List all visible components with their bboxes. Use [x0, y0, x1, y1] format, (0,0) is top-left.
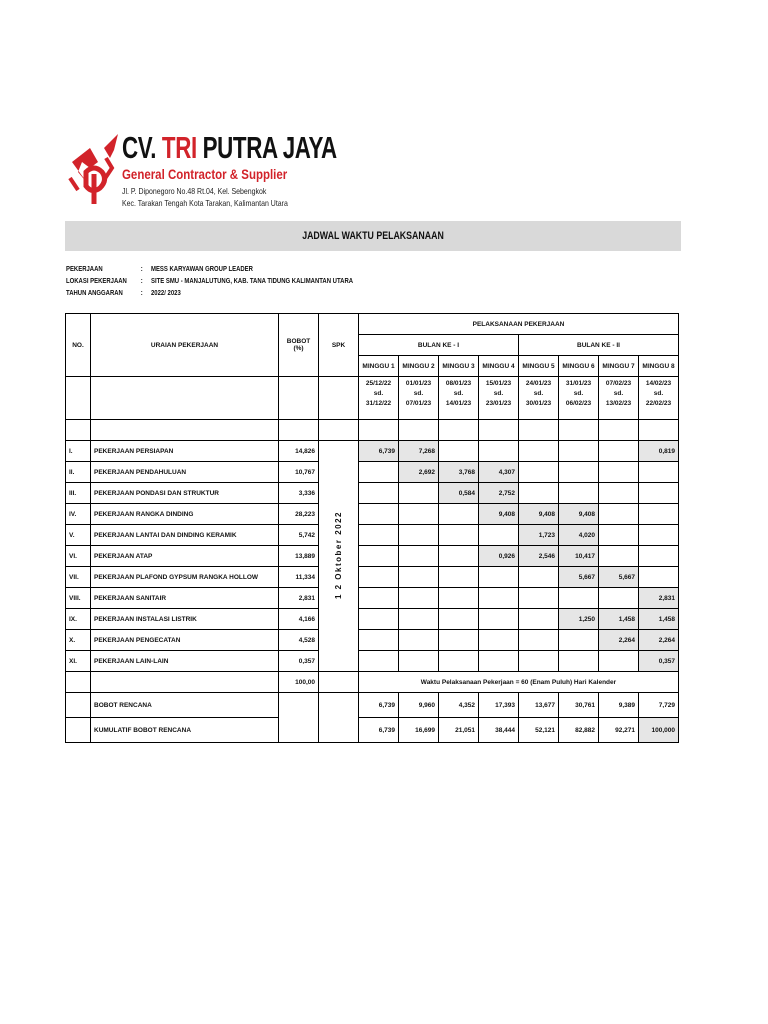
kumulatif-row-label: KUMULATIF BOBOT RENCANA: [91, 718, 279, 743]
week-value: 1,458: [599, 609, 639, 630]
week-value: 1,458: [639, 609, 679, 630]
row-number: III.: [66, 483, 91, 504]
week-value: [439, 588, 479, 609]
summary-value: 17,393: [479, 693, 519, 718]
week-value: [399, 525, 439, 546]
week-date-range: 24/01/23 sd. 30/01/23: [519, 377, 559, 420]
week-value: [639, 483, 679, 504]
week-value: [439, 441, 479, 462]
summary-value: 21,051: [439, 718, 479, 743]
week-value: [599, 525, 639, 546]
week-header: MINGGU 6: [559, 356, 599, 377]
row-bobot: 14,826: [279, 441, 319, 462]
week-header: MINGGU 1: [359, 356, 399, 377]
info-pekerjaan: PEKERJAAN : MESS KARYAWAN GROUP LEADER: [66, 266, 253, 273]
row-bobot: 4,166: [279, 609, 319, 630]
row-bobot: 11,334: [279, 567, 319, 588]
week-value: [479, 567, 519, 588]
week-value: 2,264: [599, 630, 639, 651]
schedule-table: [65, 313, 679, 743]
week-value: 2,546: [519, 546, 559, 567]
row-work-item: PEKERJAAN PERSIAPAN: [91, 441, 279, 462]
header-spk: SPK: [319, 314, 359, 377]
row-work-item: PEKERJAAN INSTALASI LISTRIK: [91, 609, 279, 630]
row-bobot: 0,357: [279, 651, 319, 672]
week-value: [399, 609, 439, 630]
week-value: 1,250: [559, 609, 599, 630]
week-value: [439, 567, 479, 588]
week-value: [519, 630, 559, 651]
week-value: [359, 525, 399, 546]
week-value: [559, 462, 599, 483]
week-value: 10,417: [559, 546, 599, 567]
week-value: [399, 504, 439, 525]
week-date-range: 08/01/23 sd. 14/01/23: [439, 377, 479, 420]
row-number: X.: [66, 630, 91, 651]
week-value: [519, 483, 559, 504]
week-value: [399, 651, 439, 672]
row-work-item: PEKERJAAN ATAP: [91, 546, 279, 567]
week-value: [519, 609, 559, 630]
week-value: 6,739: [359, 441, 399, 462]
table-row: [66, 588, 679, 609]
total-bobot: 100,00: [279, 672, 319, 693]
week-value: [639, 546, 679, 567]
row-bobot: 5,742: [279, 525, 319, 546]
week-value: [439, 609, 479, 630]
table-row: [66, 525, 679, 546]
week-value: [639, 525, 679, 546]
row-work-item: PEKERJAAN LAIN-LAIN: [91, 651, 279, 672]
week-value: 2,264: [639, 630, 679, 651]
summary-value: 6,739: [359, 718, 399, 743]
header-no: NO.: [66, 314, 91, 377]
week-value: 4,307: [479, 462, 519, 483]
row-number: II.: [66, 462, 91, 483]
week-date-range: 07/02/23 sd. 13/02/23: [599, 377, 639, 420]
week-value: [439, 630, 479, 651]
week-value: 0,584: [439, 483, 479, 504]
week-value: [599, 441, 639, 462]
week-value: [359, 504, 399, 525]
week-header: MINGGU 5: [519, 356, 559, 377]
company-name: CV. TRI PUTRA JAYA: [122, 130, 337, 165]
summary-value: 100,000: [639, 718, 679, 743]
week-value: 1,723: [519, 525, 559, 546]
week-value: [479, 609, 519, 630]
row-number: VI.: [66, 546, 91, 567]
row-work-item: PEKERJAAN PENGECATAN: [91, 630, 279, 651]
week-value: [359, 588, 399, 609]
week-date-range: 31/01/23 sd. 06/02/23: [559, 377, 599, 420]
week-value: 7,268: [399, 441, 439, 462]
table-row: [66, 609, 679, 630]
week-value: [399, 483, 439, 504]
week-date-range: 14/02/23 sd. 22/02/23: [639, 377, 679, 420]
week-value: 2,692: [399, 462, 439, 483]
info-lokasi: LOKASI PEKERJAAN : SITE SMU - MANJALUTUNG, KAB. TANA TIDUNG KALIMANTAN UTARA: [66, 278, 354, 285]
week-value: [479, 441, 519, 462]
week-date-range: 01/01/23 sd. 07/01/23: [399, 377, 439, 420]
row-work-item: PEKERJAAN PENDAHULUAN: [91, 462, 279, 483]
header-bobot: BOBOT (%): [279, 314, 319, 377]
row-number: XI.: [66, 651, 91, 672]
summary-value: 9,389: [599, 693, 639, 718]
summary-value: 52,121: [519, 718, 559, 743]
table-row: [66, 441, 679, 462]
week-value: 5,667: [559, 567, 599, 588]
table-row: [66, 630, 679, 651]
week-value: [519, 462, 559, 483]
bobot-rencana-row-label: BOBOT RENCANA: [91, 693, 279, 718]
row-number: I.: [66, 441, 91, 462]
header-bulan-2: BULAN KE - II: [519, 335, 679, 356]
row-bobot: 4,528: [279, 630, 319, 651]
row-work-item: PEKERJAAN RANGKA DINDING: [91, 504, 279, 525]
week-value: [479, 525, 519, 546]
week-value: [559, 483, 599, 504]
spk-date: 1 2 Oktober 2022: [334, 510, 343, 600]
row-number: V.: [66, 525, 91, 546]
week-value: [399, 567, 439, 588]
spk-date-cell: [319, 441, 359, 672]
week-value: [559, 630, 599, 651]
week-value: [359, 630, 399, 651]
week-value: [559, 588, 599, 609]
week-value: [639, 462, 679, 483]
row-work-item: PEKERJAAN SANITAIR: [91, 588, 279, 609]
week-header: MINGGU 3: [439, 356, 479, 377]
week-value: 0,926: [479, 546, 519, 567]
week-value: [399, 630, 439, 651]
row-bobot: 28,223: [279, 504, 319, 525]
row-number: VII.: [66, 567, 91, 588]
summary-value: 9,960: [399, 693, 439, 718]
week-value: [639, 567, 679, 588]
summary-value: 4,352: [439, 693, 479, 718]
summary-value: 30,761: [559, 693, 599, 718]
row-bobot: 10,767: [279, 462, 319, 483]
week-value: [599, 651, 639, 672]
summary-value: 16,699: [399, 718, 439, 743]
week-value: [479, 630, 519, 651]
row-bobot: 13,889: [279, 546, 319, 567]
table-row: [66, 504, 679, 525]
week-value: [439, 546, 479, 567]
summary-value: 13,677: [519, 693, 559, 718]
week-value: [359, 609, 399, 630]
company-header: [68, 128, 337, 214]
company-subtitle: General Contractor & Supplier: [122, 166, 288, 182]
week-value: [559, 441, 599, 462]
week-value: 5,667: [599, 567, 639, 588]
week-value: [559, 651, 599, 672]
week-value: [359, 651, 399, 672]
week-date-range: 25/12/22 sd. 31/12/22: [359, 377, 399, 420]
kumulatif-row: [66, 718, 679, 743]
table-row: [66, 567, 679, 588]
week-value: [599, 483, 639, 504]
week-date-range: 15/01/23 sd. 23/01/23: [479, 377, 519, 420]
company-address-line2: Kec. Tarakan Tengah Kota Tarakan, Kalimantan Utara: [122, 198, 288, 208]
company-address-line1: Jl. P. Diponegoro No.48 Rt.04, Kel. Sebengkok: [122, 186, 267, 196]
row-bobot: 3,336: [279, 483, 319, 504]
week-value: 0,819: [639, 441, 679, 462]
table-row: [66, 546, 679, 567]
summary-value: 38,444: [479, 718, 519, 743]
week-header: MINGGU 2: [399, 356, 439, 377]
week-value: 9,408: [479, 504, 519, 525]
row-bobot: 2,831: [279, 588, 319, 609]
row-work-item: PEKERJAAN PONDASI DAN STRUKTUR: [91, 483, 279, 504]
table-row: [66, 651, 679, 672]
summary-value: 92,271: [599, 718, 639, 743]
table-row: [66, 483, 679, 504]
company-logo-icon: [68, 128, 120, 210]
row-work-item: PEKERJAAN LANTAI DAN DINDING KERAMIK: [91, 525, 279, 546]
week-value: [399, 546, 439, 567]
week-value: 9,408: [559, 504, 599, 525]
week-value: [599, 546, 639, 567]
row-number: IV.: [66, 504, 91, 525]
title-band: [65, 221, 681, 251]
info-tahun: TAHUN ANGGARAN : 2022/ 2023: [66, 290, 181, 297]
row-number: IX.: [66, 609, 91, 630]
week-header: MINGGU 8: [639, 356, 679, 377]
header-pelaksanaan: PELAKSANAAN PEKERJAAN: [359, 314, 679, 335]
table-row: [66, 462, 679, 483]
week-value: [439, 651, 479, 672]
week-value: 9,408: [519, 504, 559, 525]
week-value: [439, 504, 479, 525]
week-value: [439, 525, 479, 546]
week-value: [359, 483, 399, 504]
header-bulan-1: BULAN KE - I: [359, 335, 519, 356]
summary-value: 7,729: [639, 693, 679, 718]
week-value: [359, 462, 399, 483]
week-value: [519, 588, 559, 609]
summary-value: 6,739: [359, 693, 399, 718]
header-uraian: URAIAN PEKERJAAN: [91, 314, 279, 377]
summary-value: 82,882: [559, 718, 599, 743]
week-value: 2,752: [479, 483, 519, 504]
week-value: [599, 588, 639, 609]
document-title: JADWAL WAKTU PELAKSANAAN: [302, 230, 444, 242]
week-value: [519, 651, 559, 672]
week-value: [399, 588, 439, 609]
week-value: [479, 588, 519, 609]
week-value: 4,020: [559, 525, 599, 546]
duration-note: Waktu Pelaksanaan Pekerjaan = 60 (Enam Puluh) Hari Kalender: [359, 672, 679, 693]
week-value: [599, 462, 639, 483]
week-value: [519, 567, 559, 588]
row-number: VIII.: [66, 588, 91, 609]
week-header: MINGGU 7: [599, 356, 639, 377]
week-value: [479, 651, 519, 672]
week-value: [519, 441, 559, 462]
week-value: [359, 567, 399, 588]
row-work-item: PEKERJAAN PLAFOND GYPSUM RANGKA HOLLOW: [91, 567, 279, 588]
week-value: [359, 546, 399, 567]
week-header: MINGGU 4: [479, 356, 519, 377]
week-value: 2,831: [639, 588, 679, 609]
week-value: [599, 504, 639, 525]
week-value: 3,768: [439, 462, 479, 483]
week-value: 0,357: [639, 651, 679, 672]
week-value: [639, 504, 679, 525]
bobot-rencana-row: [66, 693, 679, 718]
